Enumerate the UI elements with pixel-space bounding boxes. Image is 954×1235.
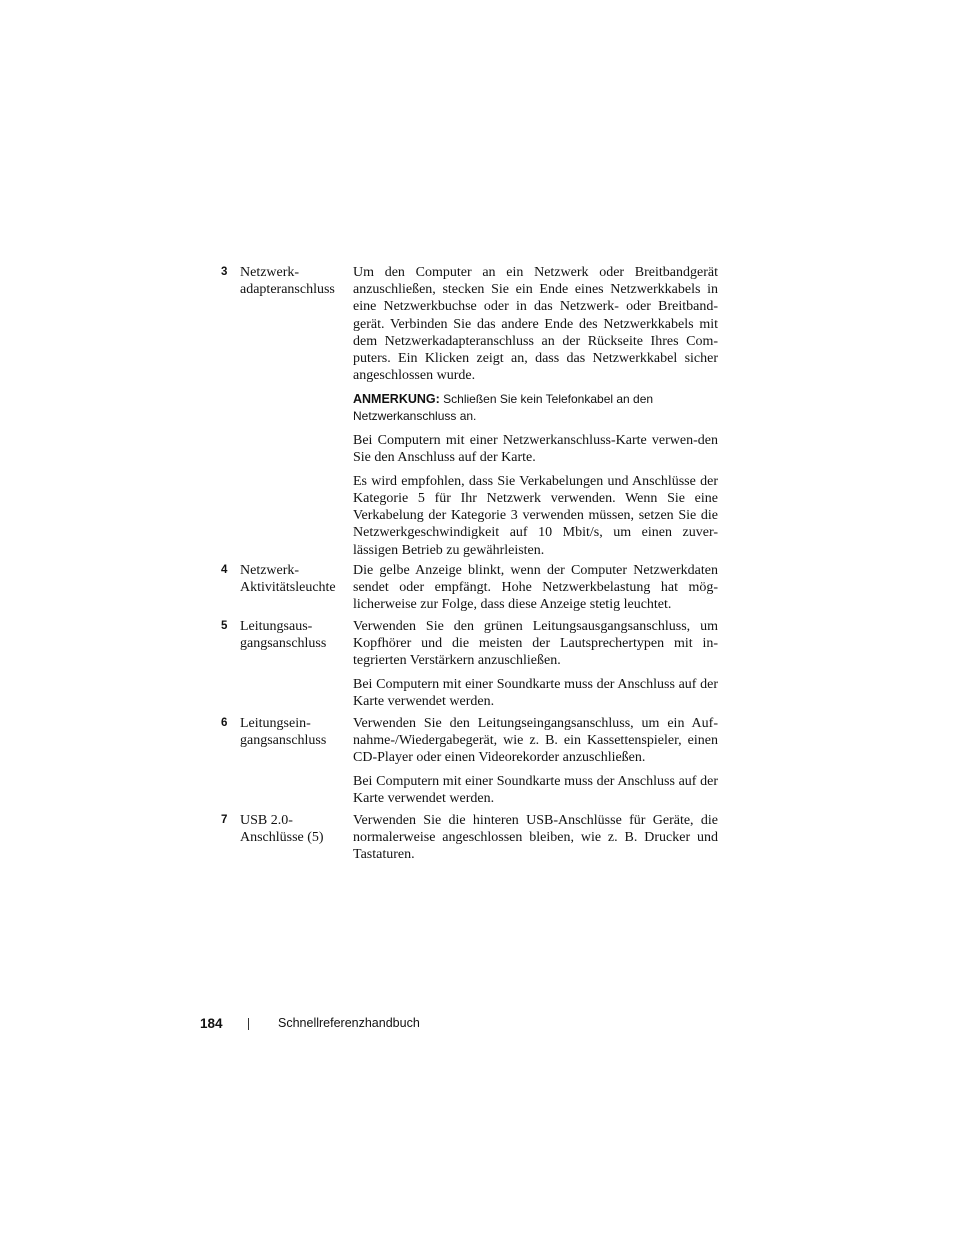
- note: [353, 391, 718, 425]
- connector-description: [353, 264, 718, 565]
- description-paragraph: Die gelbe Anzeige blinkt, wenn der Computer Netzwerkdaten sendet oder empfängt. Hohe Netzwerkbelastung hat mög-licherweise zur Folge, dass diese Anzeige stetig leuchtet.: [353, 563, 718, 613]
- description-paragraph: Bei Computern mit einer Soundkarte muss der Anschluss auf der Karte verwendet werden.: [353, 774, 718, 807]
- connector-description: [353, 812, 718, 870]
- description-paragraph: Es wird empfohlen, dass Sie Verkabelungen und Anschlüsse der Kategorie 5 für Ihr Netzwerk verwenden. Wenn Sie eine Verkabelung der Kategorie 3 verwenden müssen, setzen Sie die Netzwerkgeschwindigkeit auf 10 Mbit/s, um einen zuver-lässigen Betrieb zu gewährleisten.: [353, 473, 718, 558]
- description-paragraph: Bei Computern mit einer Soundkarte muss der Anschluss auf der Karte verwendet werden.: [353, 677, 718, 710]
- description-paragraph: Verwenden Sie den grünen Leitungsausgangsanschluss, um Kopfhörer und die meisten der Lautsprechertypen mit in-tegrierten Verstärkern anzuschließen.: [353, 619, 718, 669]
- connector-label: Leitungsaus- gangsanschluss: [240, 619, 327, 652]
- description-paragraph: Bei Computern mit einer Netzwerkanschluss-Karte verwen-den Sie den Anschluss auf der Karte.: [353, 432, 718, 466]
- description-paragraph: Um den Computer an ein Netzwerk oder Breitbandgerät anzuschließen, stecken Sie ein Ende eines Netzwerkkabels in eine Netzwerkbuchse oder in das Netzwerk- oder Breitband-gerät. Verbinden Sie das andere Ende des Netzwerkkabels mit dem Netzwerkadapteranschluss an der Rückseite Ihres Com-puters. Ein Klicken zeigt an, dass das Netzwerkkabel sicher angeschlossen wurde.: [353, 265, 718, 384]
- connector-label: Leitungsein- gangsanschluss: [240, 716, 327, 749]
- connector-label: USB 2.0- Anschlüsse (5): [240, 813, 324, 846]
- connector-description: [353, 618, 718, 717]
- connector-label: Netzwerk- adapteranschluss: [240, 265, 335, 298]
- item-number: 3: [221, 266, 228, 278]
- connector-label: Netzwerk- Aktivitätsleuchte: [240, 563, 336, 596]
- item-number: 5: [221, 620, 228, 632]
- page-footer: [0, 1016, 954, 1036]
- footer-divider: [248, 1018, 249, 1030]
- note-text: Schließen Sie kein Telefonkabel an den Netzwerkanschluss an.: [353, 391, 654, 424]
- item-number: 7: [221, 814, 228, 826]
- description-paragraph: Verwenden Sie die hinteren USB-Anschlüsse für Geräte, die normalerweise angeschlossen bleiben, wie z. B. Drucker und Tastaturen.: [353, 813, 718, 863]
- document-title: Schnellreferenzhandbuch: [278, 1016, 420, 1030]
- connector-description: [353, 715, 718, 814]
- item-number: 6: [221, 717, 228, 729]
- connector-description: [353, 562, 718, 620]
- item-number: 4: [221, 564, 228, 576]
- page-number: 184: [200, 1016, 223, 1031]
- note-label: ANMERKUNG:: [353, 391, 440, 406]
- description-paragraph: Verwenden Sie den Leitungseingangsanschluss, um ein Auf-nahme-/Wiedergabegerät, wie z. B. ein Kassettenspieler, einen CD-Player oder einen Videorekorder anzuschließen.: [353, 716, 718, 766]
